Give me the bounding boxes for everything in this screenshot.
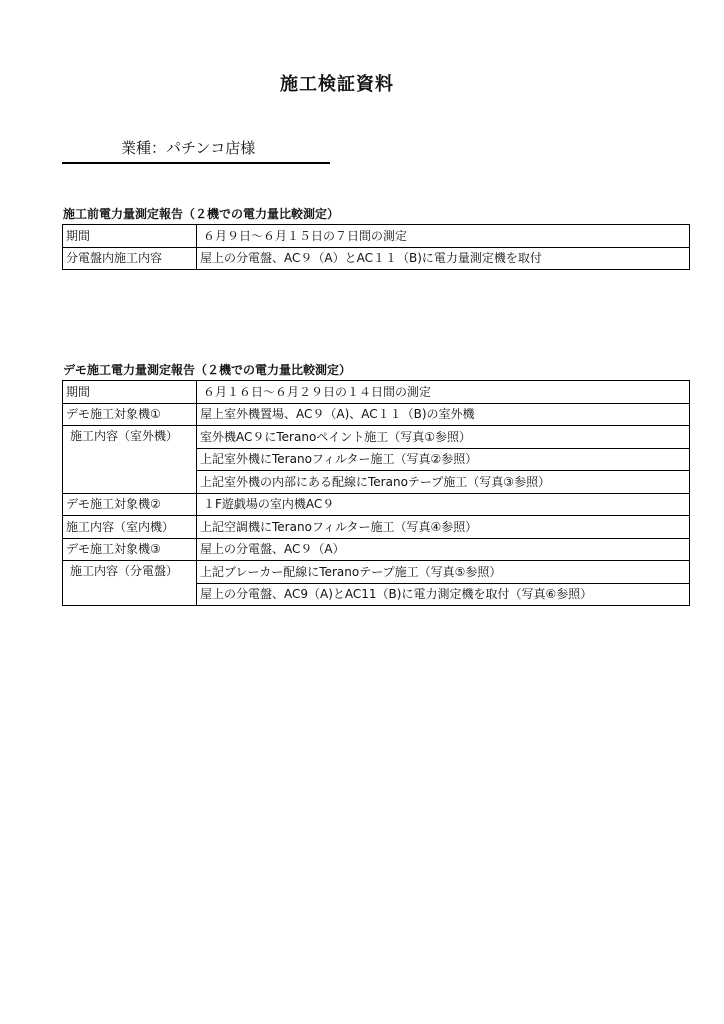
row-value: 屋上の分電盤、AC９（A） (197, 538, 690, 561)
row-label: デモ施工対象機③ (63, 538, 197, 561)
pre-install-table (62, 224, 690, 270)
row-label: 期間 (63, 225, 197, 248)
document-title: 施工検証資料 (280, 74, 394, 95)
row-label: 分電盤内施工内容 (63, 247, 197, 270)
industry-underline (62, 162, 330, 164)
row-label: デモ施工対象機② (63, 493, 197, 516)
row-value: 室外機AC９にTeranoペイント施工（写真①参照） (197, 426, 690, 449)
row-value: ６月１６日～６月２９日の１４日間の測定 (197, 381, 690, 404)
demo-install-table (62, 380, 690, 606)
row-value: 屋上の分電盤、AC9（A)とAC11（B)に電力測定機を取付（写真⑥参照） (197, 583, 690, 606)
row-value: 屋上の分電盤、AC９（A）とAC１１（B)に電力量測定機を取付 (197, 247, 690, 270)
table-row (63, 247, 690, 270)
row-label: デモ施工対象機① (63, 403, 197, 426)
industry-label: 業種：パチンコ店様 (121, 139, 256, 157)
row-value: 屋上室外機置場、AC９（A)、AC１１（B)の室外機 (197, 403, 690, 426)
row-label: 施工内容（分電盤） (63, 561, 197, 606)
section2-heading: デモ施工電力量測定報告（２機での電力量比較測定） (63, 363, 352, 377)
section1-heading: 施工前電力量測定報告（２機での電力量比較測定） (63, 207, 340, 221)
row-value: 上記空調機にTeranoフィルター施工（写真④参照） (197, 516, 690, 539)
row-value: 上記ブレーカー配線にTeranoテープ施工（写真⑤参照） (197, 561, 690, 584)
table-row (63, 403, 690, 426)
row-value: ６月９日～６月１５日の７日間の測定 (197, 225, 690, 248)
row-label: 施工内容（室内機） (63, 516, 197, 539)
table-row (63, 381, 690, 404)
table-row (63, 516, 690, 539)
table-row (63, 225, 690, 248)
row-label: 期間 (63, 381, 197, 404)
table-row (63, 426, 690, 449)
table-row (63, 493, 690, 516)
row-value: 上記室外機にTeranoフィルター施工（写真②参照） (197, 448, 690, 471)
row-value: 上記室外機の内部にある配線にTeranoテープ施工（写真③参照） (197, 471, 690, 494)
table-row (63, 561, 690, 584)
table-row (63, 538, 690, 561)
row-value: １F遊戯場の室内機AC９ (197, 493, 690, 516)
row-label: 施工内容（室外機） (63, 426, 197, 494)
